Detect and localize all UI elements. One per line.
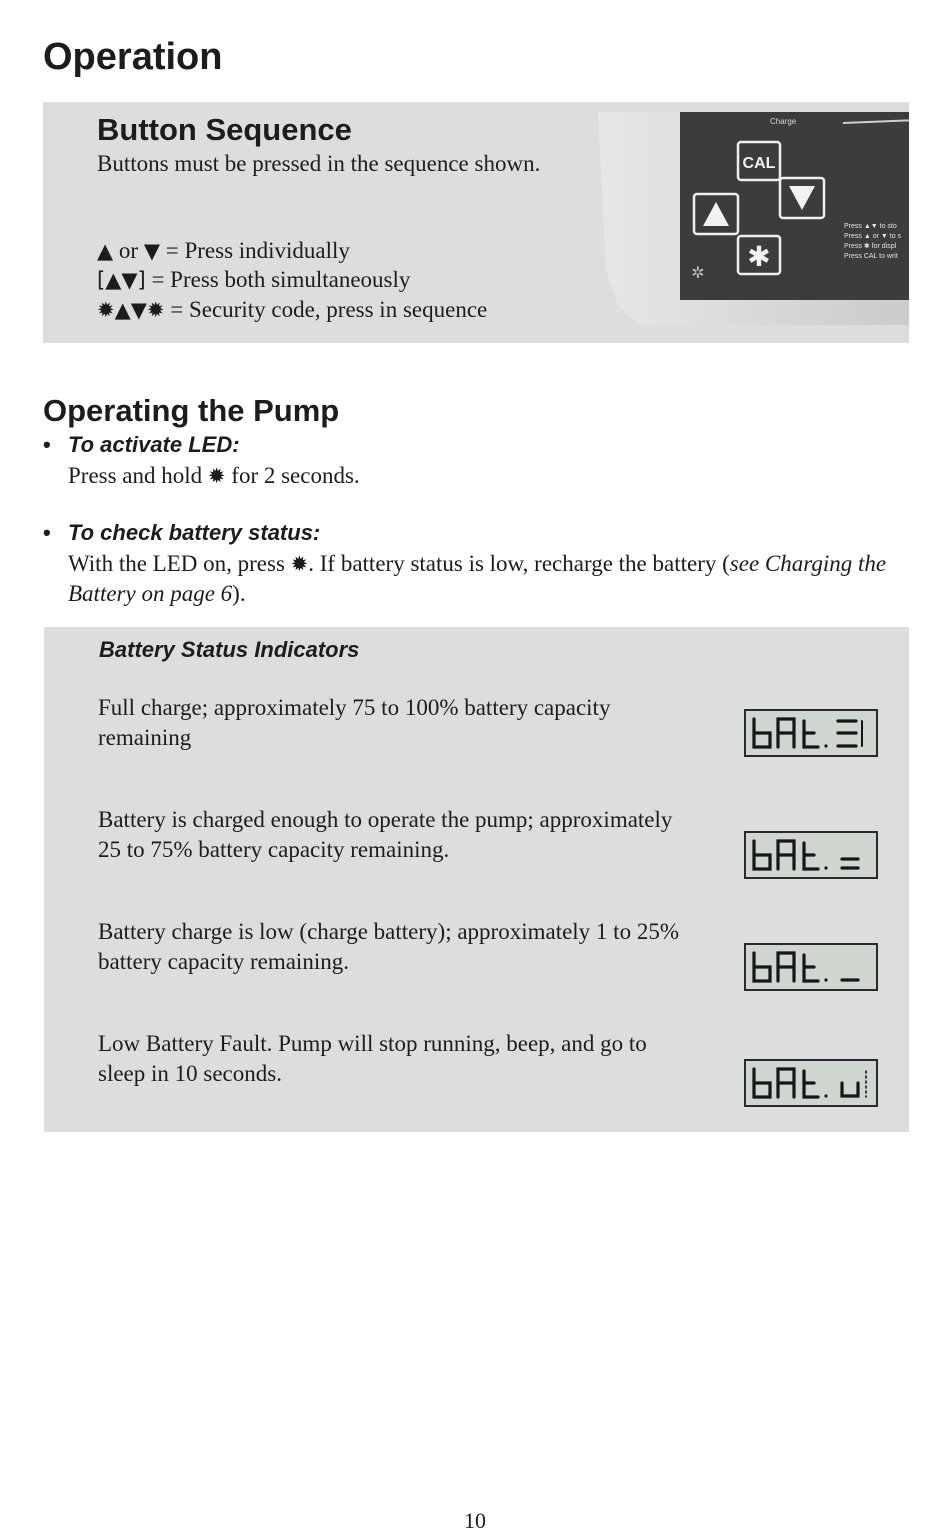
lcd-bat-fault bbox=[746, 1061, 876, 1105]
lcd-display-low bbox=[744, 943, 878, 991]
battery-indicators-title: Battery Status Indicators bbox=[99, 637, 360, 662]
svg-text:Press ✱ for displ: Press ✱ for displ bbox=[844, 243, 897, 250]
check-battery-text: With the LED on, press ✹. If battery status is low, recharge the battery (see Charging the Battery on page 6). bbox=[68, 551, 887, 606]
indicator-low-text: Battery charge is low (charge battery); approximately 1 to 25% battery capacity remaining. bbox=[98, 919, 679, 974]
svg-text:Press CAL to writ: Press CAL to writ bbox=[844, 253, 898, 260]
up-down-arrows-icon: [▲▼] bbox=[97, 268, 146, 292]
lcd-display-fault bbox=[744, 1059, 878, 1107]
indicator-fault-text: Low Battery Fault. Pump will stop running, beep, and go to sleep in 10 seconds. bbox=[98, 1031, 647, 1086]
button-sequence-panel bbox=[43, 102, 909, 343]
bullet-activate-led: • To activate LED: bbox=[43, 432, 240, 457]
star-icon: ✹ bbox=[290, 552, 309, 576]
bullet-dot: • bbox=[43, 432, 51, 457]
lcd-display-full bbox=[744, 709, 878, 757]
activate-led-text: Press and hold ✹ for 2 seconds. bbox=[68, 463, 360, 488]
button-sequence-intro: Buttons must be pressed in the sequence shown. bbox=[97, 151, 541, 176]
indicator-charged-text: Battery is charged enough to operate the pump; approximately 25 to 75% battery capacity remaining. bbox=[98, 807, 673, 862]
svg-text:✲: ✲ bbox=[691, 263, 705, 282]
lcd-bat-charged bbox=[746, 833, 876, 877]
svg-text:Press ▲▼ to sto: Press ▲▼ to sto bbox=[844, 223, 897, 230]
svg-text:Press ▲ or ▼ to s: Press ▲ or ▼ to s bbox=[844, 233, 902, 240]
bullet-dot: • bbox=[43, 520, 51, 545]
sequence-row-simultaneous: [▲▼] = Press both simultaneously bbox=[97, 267, 411, 292]
lcd-display-charged bbox=[744, 831, 878, 879]
down-arrow-icon: ▼ bbox=[143, 239, 160, 263]
page-reference: see Charging the Battery on page 6 bbox=[68, 551, 887, 606]
indicator-full-text: Full charge; approximately 75 to 100% battery capacity remaining bbox=[98, 695, 611, 750]
button-sequence-title: Button Sequence bbox=[97, 112, 352, 147]
star-icon: ✹ bbox=[207, 464, 226, 488]
security-code-icons: ✹▲▼✹ bbox=[97, 298, 165, 322]
sequence-row-individual: ▲ or ▼ = Press individually bbox=[97, 238, 350, 263]
svg-text:✱: ✱ bbox=[747, 240, 771, 273]
battery-indicators-panel bbox=[44, 627, 909, 1132]
page-title: Operation bbox=[43, 36, 223, 78]
page-number: 10 bbox=[464, 1508, 486, 1530]
up-arrow-icon: ▲ bbox=[97, 239, 114, 263]
lcd-bat-full bbox=[746, 711, 876, 755]
svg-text:CAL: CAL bbox=[742, 155, 776, 172]
operating-title: Operating the Pump bbox=[43, 393, 340, 428]
bullet-check-battery: • To check battery status: bbox=[43, 520, 321, 545]
svg-text:Charge: Charge bbox=[770, 117, 797, 126]
lcd-bat-low bbox=[746, 945, 876, 989]
pump-keypad-image bbox=[598, 110, 909, 325]
sequence-row-security: ✹▲▼✹ = Security code, press in sequence bbox=[97, 297, 488, 322]
